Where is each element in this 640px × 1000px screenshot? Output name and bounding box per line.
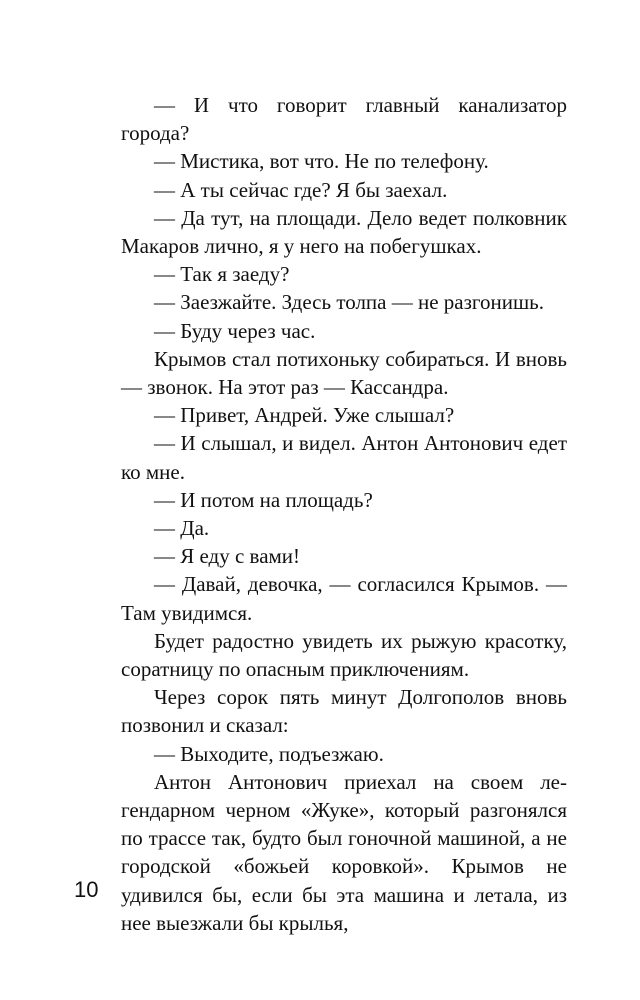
paragraph: — Мистика, вот что. Не по телефону. [154,149,489,174]
paragraph: — Буду через час. [154,318,316,343]
paragraph: — Привет, Андрей. Уже слышал? [154,403,455,428]
paragraph: — И слышал, и видел. Антон Антонович едет ко мне. [121,431,567,484]
paragraph: Крымов стал потихоньку собираться. И вновь — звонок. На этот раз — Кассандра. [121,346,567,400]
paragraph: — А ты сейчас где? Я бы заехал. [154,177,448,202]
page-number: 10 [74,877,99,902]
body-text [121,91,567,937]
paragraph: — Да тут, на площади. Дело ведет полковник Макаров лично, я у него на побегушках. [121,205,567,259]
paragraph: — И что говорит главный канализатор города? [121,93,567,146]
paragraph: — Выходите, подъезжаю. [154,741,384,766]
paragraph: — И потом на площадь? [154,487,373,512]
paragraph: — Я еду с вами! [154,544,301,569]
paragraph: Антон Антонович приехал на своем легендарном черном «Жуке», который разгонялся по трассе так, будто был гоночной машиной, а не городской «божьей коровкой». Крымов не удивился бы, если бы эта машина и летала, из нее выезжали бы крылья, [121,769,567,935]
paragraph: — Заезжайте. Здесь толпа — не разгонишь. [154,290,544,315]
paragraph: Будет радостно увидеть их рыжую красотку, соратницу по опасным приключениям. [121,628,567,682]
paragraph: — Да. [154,516,210,541]
paragraph: — Так я заеду? [154,262,290,287]
paragraph: — Давай, девочка, — согласился Крымов. — Там увидимся. [121,572,567,625]
paragraph: Через сорок пять минут Долгополов вновь позвонил и сказал: [121,685,567,738]
